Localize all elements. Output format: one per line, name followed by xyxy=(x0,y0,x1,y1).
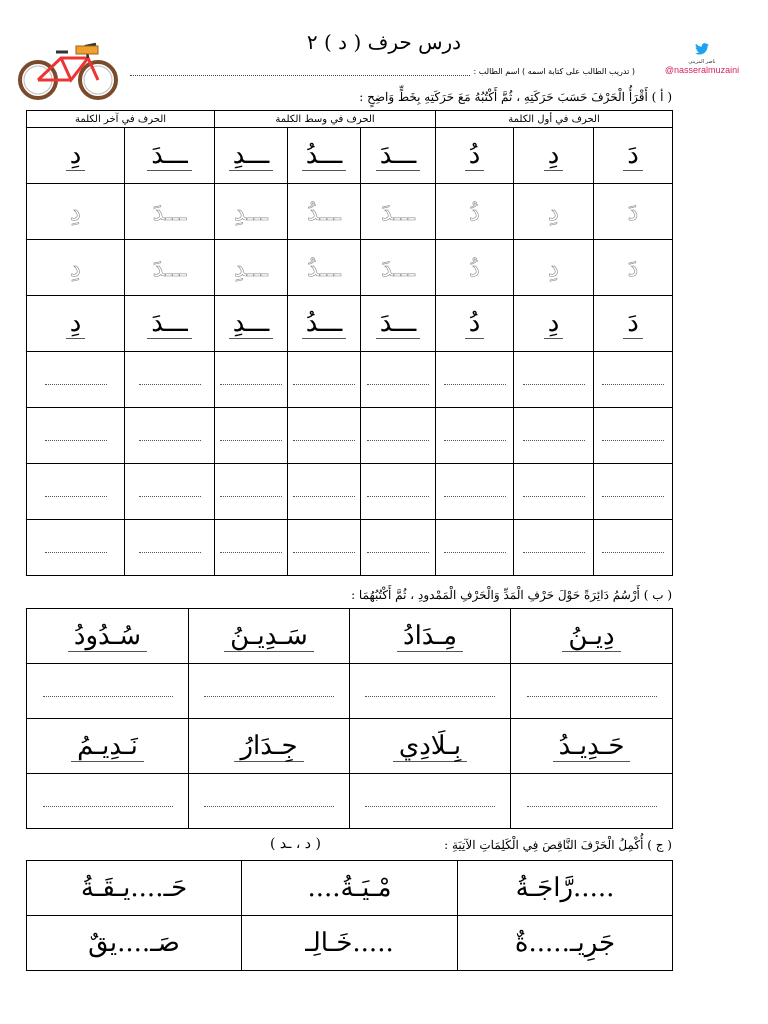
write-cell[interactable] xyxy=(436,520,514,576)
write-line xyxy=(365,686,495,697)
write-line xyxy=(523,542,585,553)
writing-row xyxy=(27,520,673,576)
letter-cell: ـــدُ xyxy=(302,308,347,339)
letter-cell: دِ xyxy=(544,308,564,339)
write-cell[interactable] xyxy=(27,520,125,576)
section-c-choices: ( د ، ـد ) xyxy=(270,836,321,852)
write-cell[interactable] xyxy=(27,464,125,520)
brand-name: ناصر المزيني xyxy=(688,59,716,65)
incomplete-word: صَـ....يقٌ xyxy=(88,928,180,958)
write-cell[interactable] xyxy=(27,408,125,464)
incomplete-word: ....مْـيَـةُ xyxy=(307,873,392,903)
header-middle: الحرف في وسط الكلمة xyxy=(215,111,436,128)
letter-cell: دُ xyxy=(465,308,485,339)
trace-letter: دِ xyxy=(70,197,81,226)
trace-letter: ـــدَ xyxy=(381,197,415,226)
section-b-table xyxy=(26,608,673,829)
write-cell[interactable] xyxy=(594,464,673,520)
header-first: الحرف في أول الكلمة xyxy=(436,111,673,128)
incomplete-word: حَـ....يـقَـةُ xyxy=(80,873,188,903)
write-line xyxy=(45,486,107,497)
twitter-bird-icon xyxy=(695,43,709,55)
write-line xyxy=(444,486,506,497)
write-line xyxy=(523,486,585,497)
write-line xyxy=(293,430,355,441)
section-b-instruction: ( ب ) أَرْسُمُ دَائِرَةً حَوْلَ حَرْفِ الْمَدِّ وَالْحَرْفِ الْمَمْدودِ ، ثُمَّ أَكْتُبُهُمَا : xyxy=(351,588,672,602)
student-name-dots xyxy=(130,67,470,76)
write-cell[interactable] xyxy=(436,464,514,520)
trace-letter: ـــدَ xyxy=(152,253,187,282)
section-a-table xyxy=(26,110,673,576)
write-line xyxy=(293,374,355,385)
write-cell[interactable] xyxy=(125,352,215,408)
write-cell[interactable] xyxy=(288,352,361,408)
write-line xyxy=(602,542,664,553)
write-line xyxy=(293,486,355,497)
trace-letter: ـــدَ xyxy=(381,253,415,282)
write-cell[interactable] xyxy=(436,408,514,464)
letter-cell: ـــدِ xyxy=(229,140,274,171)
brand-badge xyxy=(652,40,752,80)
write-cell[interactable] xyxy=(514,352,594,408)
trace-letter: دَ xyxy=(627,197,639,226)
trace-letter: ـــدُ xyxy=(307,197,341,226)
writing-row xyxy=(27,408,673,464)
writing-row xyxy=(27,352,673,408)
write-cell[interactable] xyxy=(189,774,350,829)
write-line xyxy=(220,430,282,441)
write-cell[interactable] xyxy=(361,408,436,464)
write-cell[interactable] xyxy=(27,664,189,719)
write-line xyxy=(43,796,173,807)
letters-row xyxy=(27,296,673,352)
write-line xyxy=(367,486,429,497)
section-c-instruction: ( ج ) أُكْمِلُ الْحَرْفَ النَّاقِصَ فِي الْكَلِمَاتِ الآتِيَةِ : xyxy=(444,838,672,852)
write-line xyxy=(220,486,282,497)
write-line xyxy=(602,486,664,497)
write-line xyxy=(367,374,429,385)
letter-cell: دِ xyxy=(66,308,86,339)
trace-row xyxy=(27,240,673,296)
write-cell[interactable] xyxy=(27,774,189,829)
write-cell[interactable] xyxy=(125,520,215,576)
write-cell[interactable] xyxy=(514,520,594,576)
write-line xyxy=(45,374,107,385)
word-cell: مِـدَادُ xyxy=(397,621,463,652)
write-line xyxy=(602,430,664,441)
write-cell[interactable] xyxy=(350,664,511,719)
write-cell[interactable] xyxy=(361,352,436,408)
letter-cell: ـــدَ xyxy=(147,308,192,339)
write-cell[interactable] xyxy=(514,408,594,464)
trace-letter: دِ xyxy=(548,197,559,226)
write-cell[interactable] xyxy=(594,520,673,576)
write-cell[interactable] xyxy=(288,520,361,576)
trace-letter: دُ xyxy=(469,197,480,226)
write-cell[interactable] xyxy=(514,464,594,520)
incomplete-word: خَـالِـ..... xyxy=(305,928,394,958)
word-cell: سَـدِيـنُ xyxy=(224,621,314,652)
write-cell[interactable] xyxy=(288,464,361,520)
section-a-instruction: ( أ ) أَقْرَأُ الْحَرْفَ حَسَبَ حَرَكَتِهِ ، ثُمَّ أَكْتُبُهُ مَعَ حَرَكَتِهِ بِخَطٍّ وَاضِحٍ : xyxy=(359,90,672,104)
student-name-label: ( تدريب الطالب على كتابة اسمه ) اسم الطالب : xyxy=(473,66,635,76)
write-line xyxy=(602,374,664,385)
write-cell[interactable] xyxy=(125,408,215,464)
write-cell[interactable] xyxy=(350,774,511,829)
write-line xyxy=(527,686,657,697)
word-cell: جِـدَارُ xyxy=(234,731,303,762)
letter-cell: ـــدُ xyxy=(302,140,347,171)
write-line xyxy=(204,686,334,697)
write-line xyxy=(139,542,201,553)
write-cell[interactable] xyxy=(594,408,673,464)
student-name-line xyxy=(130,63,635,79)
write-line xyxy=(43,686,173,697)
write-line xyxy=(523,430,585,441)
write-line xyxy=(444,430,506,441)
header-last: الحرف في آخر الكلمة xyxy=(27,111,215,128)
write-line xyxy=(367,542,429,553)
write-line xyxy=(139,486,201,497)
bicycle-icon xyxy=(16,38,121,102)
letter-cell: ـــدَ xyxy=(147,140,192,171)
write-line xyxy=(527,796,657,807)
write-line xyxy=(220,374,282,385)
writing-row xyxy=(27,464,673,520)
write-cell[interactable] xyxy=(361,464,436,520)
write-cell[interactable] xyxy=(215,408,288,464)
letter-cell: دِ xyxy=(544,140,564,171)
trace-letter: ـــدِ xyxy=(234,253,268,282)
letter-cell: دَ xyxy=(623,308,643,339)
write-cell[interactable] xyxy=(215,352,288,408)
write-cell[interactable] xyxy=(189,664,350,719)
trace-letter: ـــدِ xyxy=(234,197,268,226)
write-cell[interactable] xyxy=(436,352,514,408)
word-cell: سُـدُودُ xyxy=(68,621,147,652)
letter-cell: ـــدِ xyxy=(229,308,274,339)
write-cell[interactable] xyxy=(511,774,673,829)
word-cell: نَـدِيـمُ xyxy=(71,731,144,762)
write-line xyxy=(444,542,506,553)
word-cell: بِـلَادِي xyxy=(393,731,467,762)
write-line xyxy=(45,542,107,553)
trace-letter: دَ xyxy=(627,253,639,282)
section-c-table xyxy=(26,860,673,971)
letter-cell: ـــدَ xyxy=(376,140,421,171)
letters-row xyxy=(27,128,673,184)
incomplete-word: رَّاجَـةُ..... xyxy=(515,873,615,903)
page-title: درس حرف ( د ) ٢ xyxy=(306,30,462,54)
word-cell: دِيـنُ xyxy=(562,621,620,652)
write-cell[interactable] xyxy=(361,520,436,576)
trace-row xyxy=(27,184,673,240)
write-line xyxy=(293,542,355,553)
letter-cell: ـــدَ xyxy=(376,308,421,339)
write-cell[interactable] xyxy=(288,408,361,464)
brand-handle: @nasseralmuzaini xyxy=(664,65,740,75)
trace-letter: ـــدُ xyxy=(307,253,341,282)
word-cell: حَـدِيـدُ xyxy=(553,731,631,762)
write-line xyxy=(365,796,495,807)
incomplete-word: جَرِيـ.....ةٌ xyxy=(514,928,616,958)
trace-letter: دِ xyxy=(548,253,559,282)
write-cell[interactable] xyxy=(215,464,288,520)
write-cell[interactable] xyxy=(511,664,673,719)
write-line xyxy=(139,430,201,441)
letter-cell: دَ xyxy=(623,140,643,171)
write-line xyxy=(523,374,585,385)
write-cell[interactable] xyxy=(215,520,288,576)
trace-letter: ـــدَ xyxy=(152,197,187,226)
write-line xyxy=(444,374,506,385)
write-cell[interactable] xyxy=(125,464,215,520)
write-line xyxy=(45,430,107,441)
write-line xyxy=(139,374,201,385)
write-cell[interactable] xyxy=(27,352,125,408)
letter-cell: دِ xyxy=(66,140,86,171)
write-cell[interactable] xyxy=(594,352,673,408)
trace-letter: دُ xyxy=(469,253,480,282)
write-line xyxy=(204,796,334,807)
letter-cell: دُ xyxy=(465,140,485,171)
write-line xyxy=(220,542,282,553)
trace-letter: دِ xyxy=(70,253,81,282)
write-line xyxy=(367,430,429,441)
